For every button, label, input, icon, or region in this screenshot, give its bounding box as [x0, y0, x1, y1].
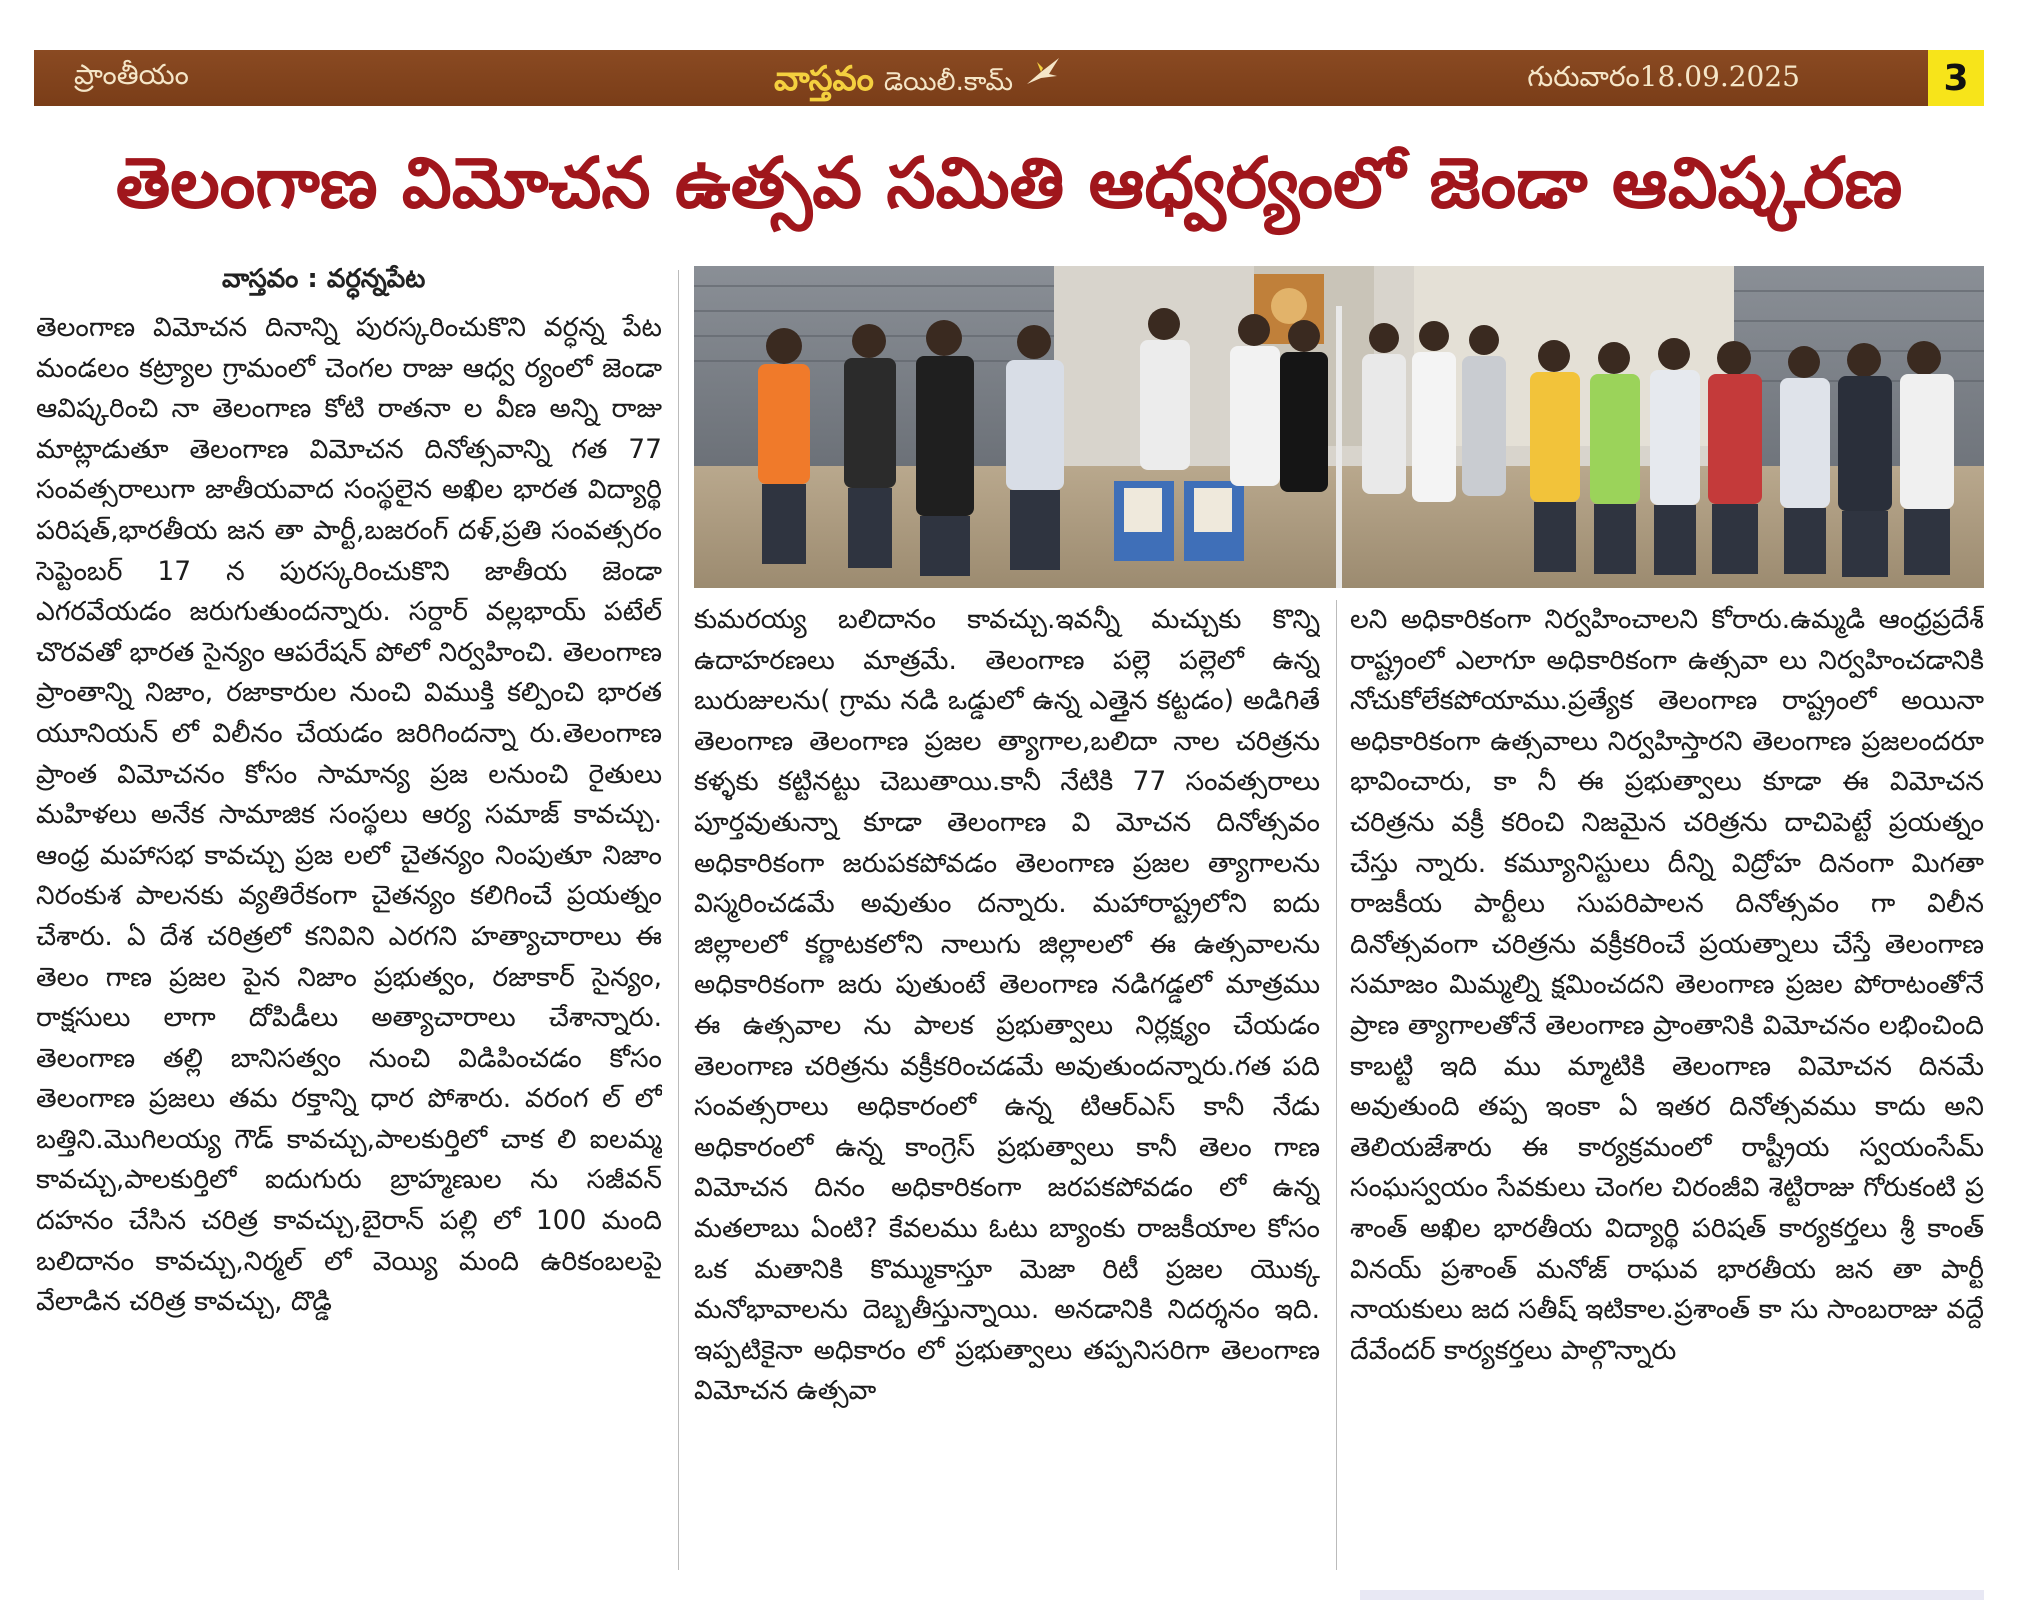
article-column-3: [1350, 600, 1984, 1570]
issue-date: గురువారం18.09.2025: [1527, 60, 1800, 93]
masthead-subtitle: డెయిలీ.కామ్: [883, 67, 1013, 97]
column-3-text: లని అధికారికంగా నిర్వహించాలని కోరారు.ఉమ్మడి ఆంధ్రప్రదేశ్ రాష్ట్రంలో ఎలాగూ అధికారికంగా ఉత్సవా లు నిర్వహించడానికి నోచుకోలేకపోయాము.ప్రత్యేక తెలంగాణ రాష్ట్రంలో అయినా అధికారికంగా ఉత్సవాలు నిర్వహిస్తారని తెలంగాణ ప్రజలందరూ భావించారు, కా నీ ఈ ప్రభుత్వాలు కూడా ఈ విమోచన చరిత్రను వక్రీ కరించి నిజమైన చరిత్రను దాచిపెట్టే ప్రయత్నం చేస్తు న్నారు. కమ్యూనిస్టులు దీన్ని విద్రోహ దినంగా మిగతా రాజకీయ పార్టీలు సుపరిపాలన దినోత్సవం గా విలీన దినోత్సవంగా చరిత్రను వక్రీకరించే ప్రయత్నాలు చేస్తే తెలంగాణ సమాజం మిమ్మల్ని క్షమించదని తెలంగాణ ప్రజల పోరాటంతోనే ప్రాణ త్యాగాలతోనే తెలంగాణ ప్రాంతానికి విమోచనం లభించింది కాబట్టి ఇది ము మ్మాటికి తెలంగాణ విమోచన దినమే అవుతుంది తప్ప ఇంకా ఏ ఇతర దినోత్సవము కాదు అని తెలియజేశారు ఈ కార్యక్రమంలో రాష్ట్రీయ స్వయంసేమ్ సంఘస్వయం సేవకులు చెంగల చిరంజీవి శెట్టిరాజు గోరుకంటి ప్ర శాంత్ అఖిల భారతీయ విద్యార్థి పరిషత్ కార్యకర్తలు శ్రీ కాంత్ వినయ్ ప్రశాంత్ మనోజ్ రాఘవ భారతీయ జన తా పార్టీ నాయకులు జద సతీష్ ఇటికాల.ప్రశాంత్ కా సు సాంబరాజు వద్దే దేవేందర్ కార్యకర్తలు పాల్గొన్నారు: [1350, 604, 1984, 1366]
column-divider-2: [1336, 600, 1337, 1570]
masthead-title: వాస్తవం: [774, 59, 874, 99]
section-name: ప్రాంతీయం: [74, 58, 189, 91]
group-photo: [694, 266, 1984, 588]
page-number-badge: 3: [1928, 50, 1984, 106]
article-column-1: [36, 308, 662, 1568]
article-dateline: వాస్తవం : వర్ధన్నపేట: [222, 264, 426, 294]
article-headline: తెలంగాణ విమోచన ఉత్సవ సమితి ఆధ్వర్యంలో జెండా ఆవిష్కరణ: [115, 142, 1903, 224]
masthead: [774, 54, 1063, 107]
column-2-text: కుమరయ్య బలిదానం కావచ్చు.ఇవన్నీ మచ్చుకు కొన్ని ఉదాహరణలు మాత్రమే. తెలంగాణ పల్లె పల్లెలో ఉన్న బురుజులను( గ్రామ నడి ఒడ్డులో ఉన్న ఎత్తైన కట్టడం) అడిగితే తెలంగాణ తెలంగాణ ప్రజల త్యాగాల,బలిదా నాల చరిత్రను కళ్ళకు కట్టినట్టు చెబుతాయి.కానీ నేటికి 77 సంవత్సరాలు పూర్తవుతున్నా కూడా తెలంగాణ వి మోచన దినోత్సవం అధికారికంగా జరుపకపోవడం తెలంగాణ ప్రజల త్యాగాలను విస్మరించడమే అవుతుం దన్నారు. మహారాష్ట్రలోని ఐదు జిల్లాలలో కర్ణాటకలోని నాలుగు జిల్లాలలో ఈ ఉత్సవాలను అధికారికంగా జరు పుతుంటే తెలంగాణ నడిగడ్డలో మాత్రము ఈ ఉత్సవాల ను పాలక ప్రభుత్వాలు నిర్లక్ష్యం చేయడం తెలంగాణ చరిత్రను వక్రీకరించడమే అవుతుందన్నారు.గత పది సంవత్సరాలు అధికారంలో ఉన్న టిఆర్ఎస్ కానీ నేడు అధికారంలో ఉన్న కాంగ్రెస్ ప్రభుత్వాలు కానీ తెలం గాణ విమోచన దినం అధికారికంగా జరపకపోవడం లో ఉన్న మతలాబు ఏంటి? కేవలము ఓటు బ్యాంకు రాజకీయాల కోసం ఒక మతానికి కొమ్ముకాస్తూ మెజా రిటీ ప్రజల యొక్క మనోభావాలను దెబ్బతీస్తున్నాయి. అనడానికి నిదర్శనం ఇది. ఇప్పటికైనా అధికారం లో ప్రభుత్వాలు తప్పనిసరిగా తెలంగాణ విమోచన ఉత్సవా: [694, 604, 1320, 1407]
footer-strip: [1360, 1590, 1984, 1600]
bird-logo-icon: [1023, 54, 1063, 90]
article-column-2: [694, 600, 1320, 1570]
column-divider-1: [678, 270, 679, 1570]
header-bar: [34, 50, 1950, 106]
column-1-text: తెలంగాణ విమోచన దినాన్ని పురస్కరించుకొని వర్ధన్న పేట మండలం కట్ర్యాల గ్రామంలో చెంగల రాజు ఆధ్వ ర్యంలో జెండా ఆవిష్కరించి నా తెలంగాణ కోటి రాతనా ల వీణ అన్ని రాజు మాట్లాడుతూ తెలంగాణ విమోచన దినోత్సవాన్ని గత 77 సంవత్సరాలుగా జాతీయవాద సంస్థలైన అఖిల భారత విద్యార్థి పరిషత్,భారతీయ జన తా పార్టీ,బజరంగ్ దళ్,ప్రతి సంవత్సరం సెప్టెంబర్ 17 న పురస్కరించుకొని జాతీయ జెండా ఎగరవేయడం జరుగుతుందన్నారు. సర్దార్ వల్లభాయ్ పటేల్ చొరవతో భారత సైన్యం ఆపరేషన్ పోలో నిర్వహించి. తెలంగాణ ప్రాంతాన్ని నిజాం, రజాకారుల నుంచి విముక్తి కల్పించి భారత యూనియన్ లో విలీనం చేయడం జరిగిందన్నా రు.తెలంగాణ ప్రాంత విమోచనం కోసం సామాన్య ప్రజ లనుంచి రైతులు మహిళలు అనేక సామాజిక సంస్థలు ఆర్య సమాజ్ కావచ్చు. ఆంధ్ర మహాసభ కావచ్చు ప్రజ లలో చైతన్యం నింపుతూ నిజాం నిరంకుశ పాలనకు వ్యతిరేకంగా చైతన్యం కలిగించే ప్రయత్నం చేశారు. ఏ దేశ చరిత్రలో కనివిని ఎరగని హత్యాచారాలు ఈ తెలం గాణ ప్రజల పైన నిజాం ప్రభుత్వం, రజాకార్ సైన్యం, రాక్షసులు లాగా దోపిడీలు అత్యాచారాలు చేశాన్నారు. తెలంగాణ తల్లి బానిసత్వం నుంచి విడిపించడం కోసం తెలంగాణ ప్రజలు తమ రక్తాన్ని ధార పోశారు. వరంగ ల్ లో బత్తిని.మొగిలయ్య గౌడ్ కావచ్చు,పాలకుర్తిలో చాక లి ఐలమ్మ కావచ్చు,పాలకుర్తిలో ఐదుగురు బ్రాహ్మణుల ను సజీవన్ దహనం చేసిన చరిత్ర కావచ్చు,బైరాన్ పల్లి లో 100 మంది బలిదానం కావచ్చు,నిర్మల్ లో వెయ్యి మంది ఉరికంబలపై వేలాడిన చరిత్ర కావచ్చు, దొడ్డి: [36, 312, 662, 1318]
